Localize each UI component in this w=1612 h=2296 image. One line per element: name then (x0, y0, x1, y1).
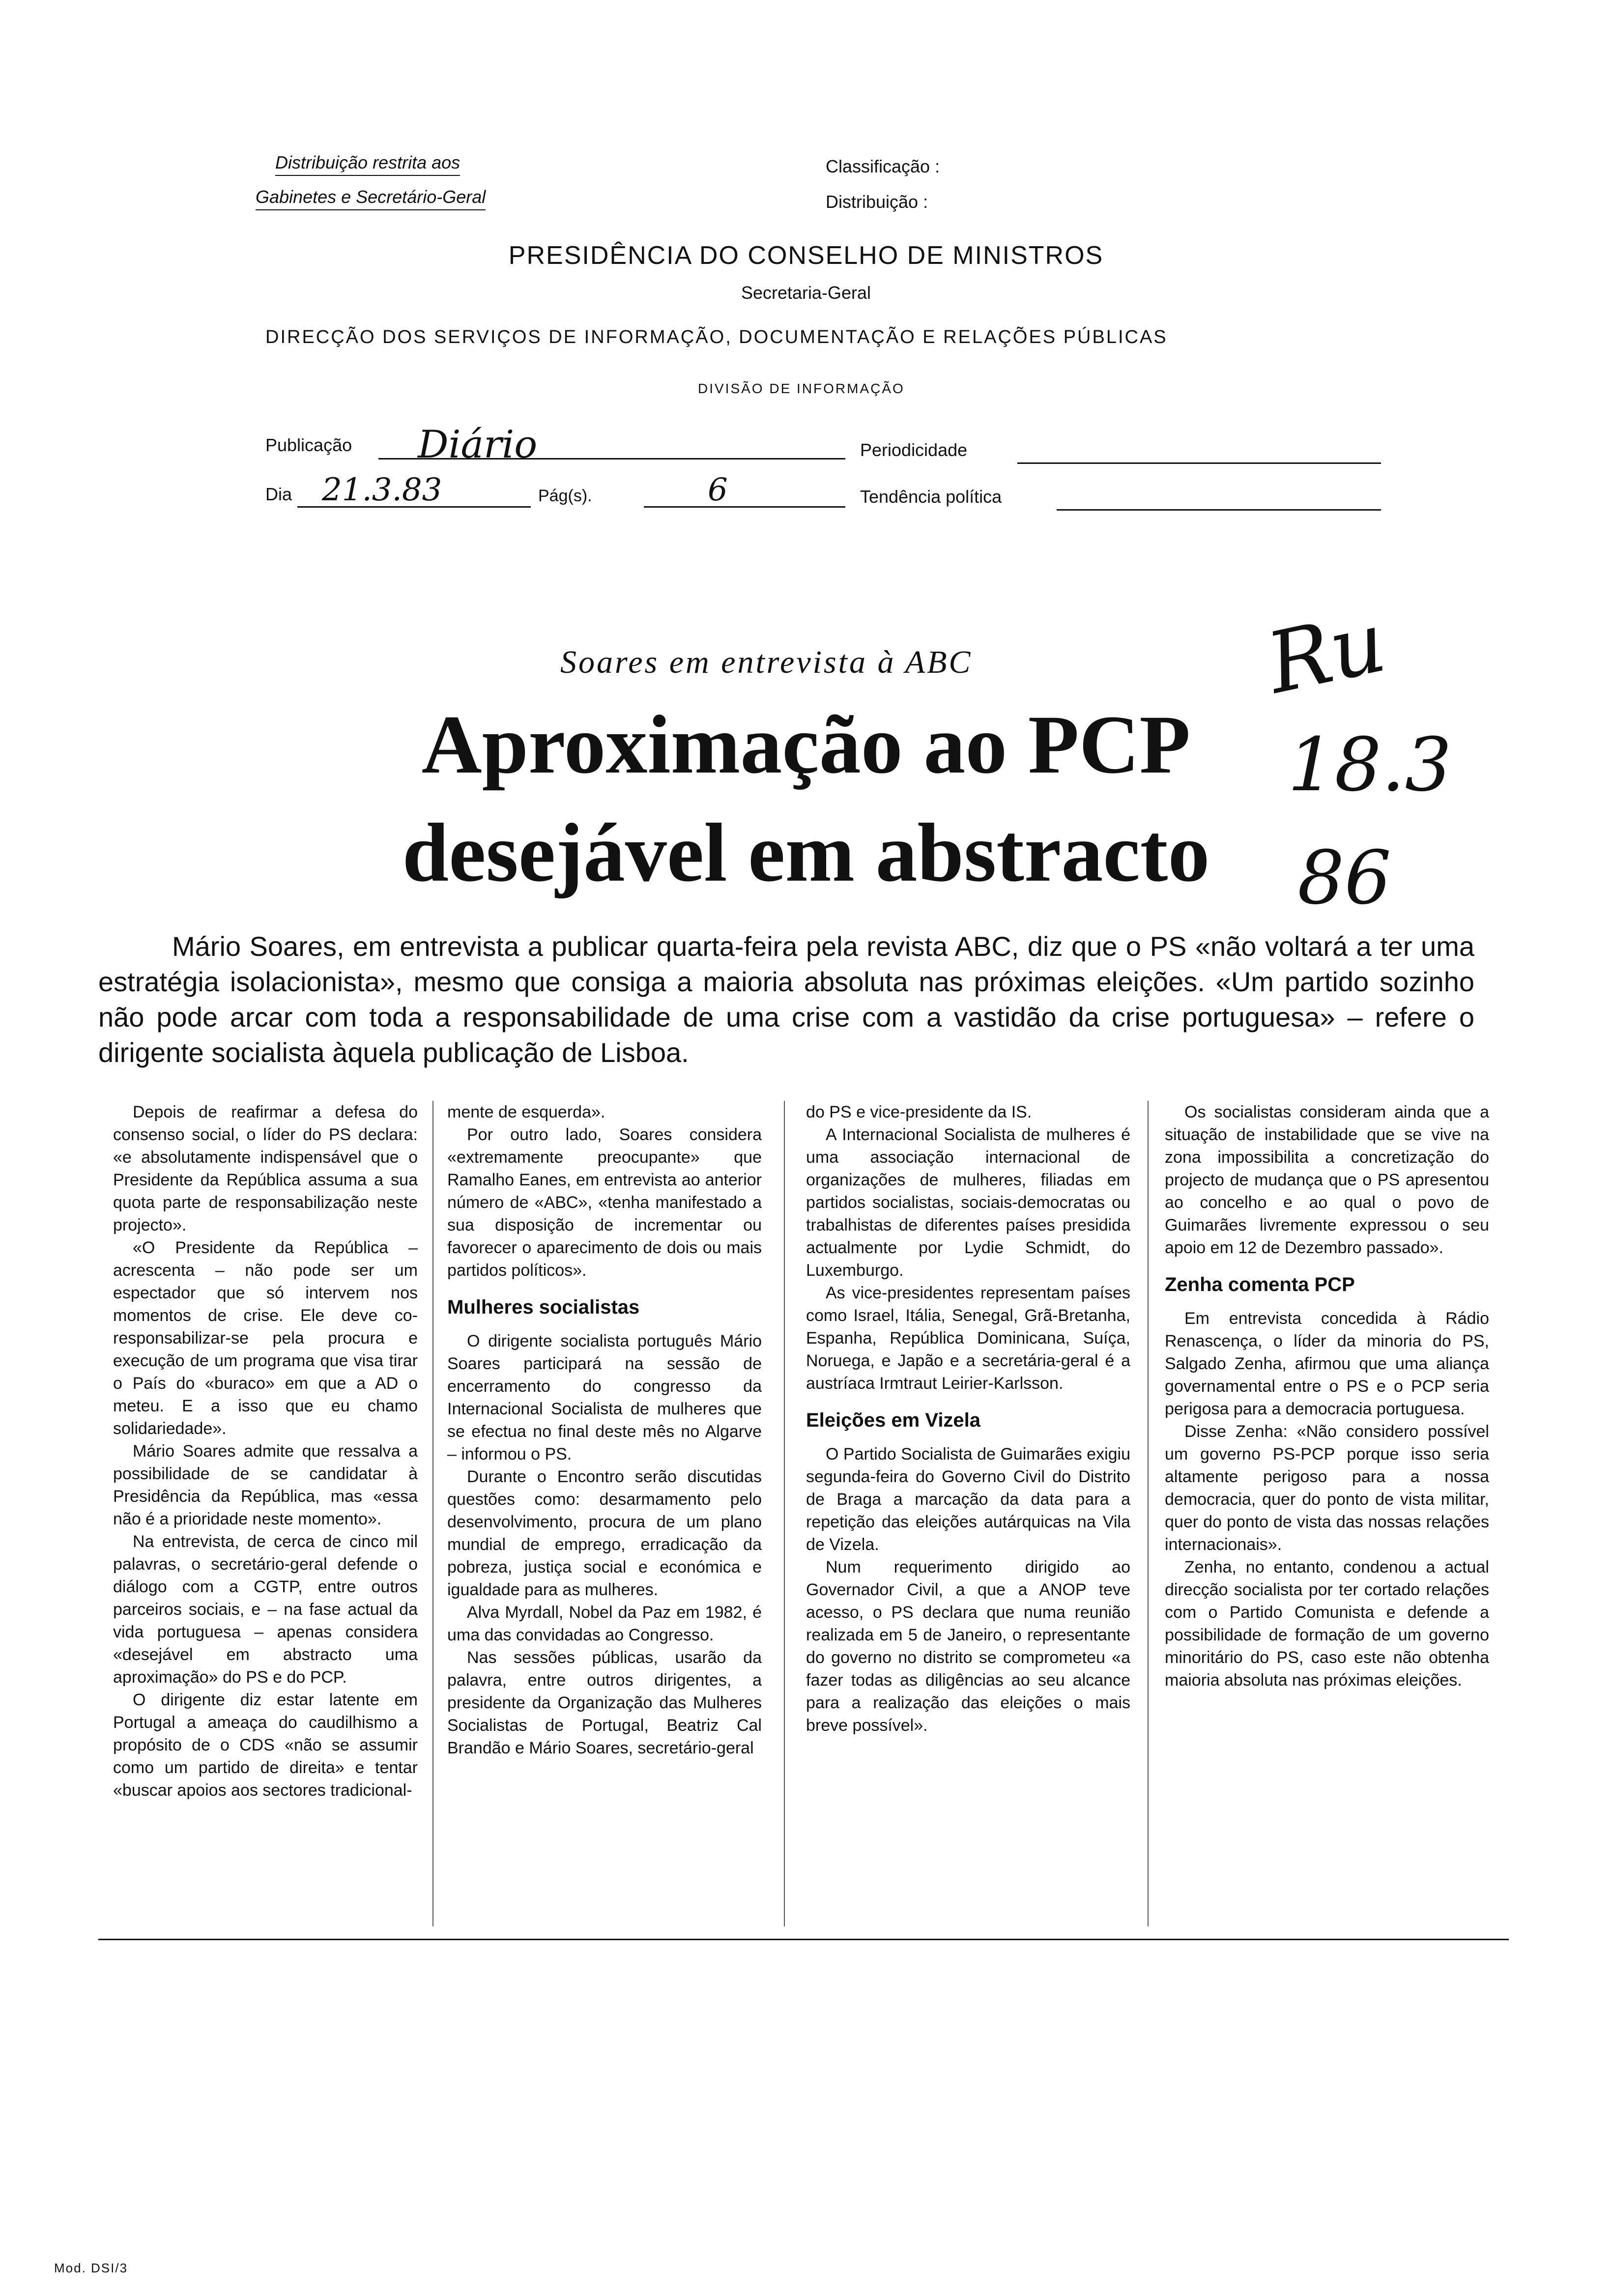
distribution-label: Distribuição : (826, 192, 928, 212)
handwritten-date-note: 18.3 (1288, 722, 1452, 808)
article-lead: Mário Soares, em entrevista a publicar quarta-feira pela revista ABC, diz que o PS «não voltará a ter uma estratégia isolacionista», mesmo que consiga a maioria absoluta nas próximas eleições. «Um partido sozinho não pode arcar com toda a responsabilidade de uma crise com a vastidão da crise portuguesa» – refere o dirigente socialista àquela publicação de Lisboa. (98, 931, 1474, 1068)
article-kicker: Soares em entrevista à ABC (560, 644, 973, 680)
col2-paragraph: mente de esquerda». (447, 1103, 605, 1121)
column-1 (113, 1101, 418, 1802)
division-title: DIVISÃO DE INFORMAÇÃO (698, 381, 905, 396)
col4-paragraph: Zenha, no entanto, condenou a actual direcção socialista por ter cortado relações com o Partido Comunista e defende a possibilidade de formação de um governo minoritário do PS, caso este não obtenha maioria absoluta nas próximas eleições. (1165, 1558, 1489, 1690)
col3-paragraph: O Partido Socialista de Guimarães exigiu segunda-feira do Governo Civil do Distrito de Braga a marcação da data para a repetição das eleições autárquicas na Vila de Vizela. (806, 1445, 1130, 1554)
pages-label: Pág(s). (538, 487, 592, 505)
col1-paragraph: O dirigente diz estar latente em Portugal a ameaça do caudilhismo a propósito de o CDS «não se assumir como um partido de direita» e tentar «buscar apoios aos sectores tradicional- (113, 1691, 418, 1800)
column-4 (1165, 1101, 1489, 1692)
column-divider (784, 1101, 785, 1926)
col1-paragraph: Na entrevista, de cerca de cinco mil palavras, o secretário-geral defende o diálogo com a CGTP, entre outros parceiros sociais, e – na fase actual da vida portuguesa – apenas considera «desejável em abstracto uma aproximação» do PS e do PCP. (113, 1532, 418, 1687)
handwritten-mark: Ru (1259, 593, 1394, 713)
subhead-mulheres: Mulheres socialistas (447, 1296, 640, 1318)
col3-paragraph: A Internacional Socialista de mulheres é uma associação internacional de organizações de mulheres, filiadas em partidos socialistas, sociais-democratas ou trabalhistas de diferentes países presidida actualmente por Lydie Schmidt, do Luxemburgo. (806, 1125, 1130, 1280)
subhead-vizela: Eleições em Vizela (806, 1409, 981, 1431)
form-model-code: Mod. DSI/3 (54, 2261, 128, 2275)
col4-paragraph: Disse Zenha: «Não considero possível um governo PS-PCP porque isso seria altamente perigoso para a nossa democracia, quer do ponto de vista militar, quer do ponto de vista das nossas relações internacionais». (1165, 1422, 1489, 1554)
column-2 (447, 1101, 762, 1759)
col1-paragraph: Mário Soares admite que ressalva a possibilidade de se candidatar à Presidência da República, mas «essa não é a prioridade neste momento». (113, 1442, 418, 1528)
classification-label: Classificação : (826, 156, 940, 176)
col2-paragraph: O dirigente socialista português Mário Soares participará na sessão de encerramento do congresso da Internacional Socialista de mulheres que se efectua no final deste mês no Algarve – informou o PS. (447, 1332, 762, 1464)
periodicity-field (1017, 445, 1381, 464)
tendency-field (1057, 491, 1381, 511)
directorate-title: DIRECÇÃO DOS SERVIÇOS DE INFORMAÇÃO, DOCUMENTAÇÃO E RELAÇÕES PÚBLICAS (265, 327, 1168, 347)
tendency-label: Tendência política (860, 487, 1002, 507)
column-divider (432, 1101, 433, 1926)
col1-paragraph: «O Presidente da República – acrescenta – não pode ser um espectador que só intervem nos momentos de crise. Ele deve co-responsabilizar-se pela procura e execução de um programa que visa tirar o País do «buraco» em que a AD o meteu. E a isso que eu chamo solidariedade». (113, 1238, 418, 1438)
col3-paragraph: do PS e vice-presidente da IS. (806, 1103, 1032, 1121)
publication-field (378, 423, 845, 467)
col2-paragraph: Nas sessões públicas, usarão da palavra, entre outros dirigentes, a presidente da Organização das Mulheres Socialistas de Portugal, Beatriz Cal Brandão e Mário Soares, secretário-geral (447, 1648, 762, 1757)
headline-line2: desejável em abstracto (402, 806, 1210, 899)
col2-paragraph: Durante o Encontro serão discutidas questões como: desarmamento pelo desenvolvimento, procura de um plano mundial de emprego, erradicação da pobreza, justiça social e económica e igualdade para as mulheres. (447, 1467, 762, 1599)
handwritten-year-note: 86 (1297, 835, 1391, 921)
col2-paragraph: Por outro lado, Soares considera «extremamente preocupante» que Ramalho Eanes, em entrevista ao anterior número de «ABC», «tenha manifestado a sua disposição de incrementar ou favorecer o aparecimento de dois ou mais partidos políticos». (447, 1125, 762, 1280)
secretariat-title: Secretaria-Geral (741, 283, 871, 303)
date-field (297, 472, 531, 508)
distribution-restricted-line: Distribuição restrita aos (275, 152, 460, 176)
pages-value: 6 (708, 472, 728, 508)
publication-label: Publicação (265, 435, 352, 455)
date-label: Dia (265, 484, 292, 504)
pages-field (644, 472, 845, 508)
col1-paragraph: Depois de reafirmar a defesa do consenso social, o líder do PS declara: «e absolutamente indispensável que o Presidente da República assuma a sua quota parte de responsabilização neste projecto». (113, 1103, 418, 1234)
date-value: 21.3.83 (322, 472, 442, 508)
column-divider (1148, 1101, 1149, 1926)
col4-paragraph: Os socialistas consideram ainda que a situação de instabilidade que se vive na zona impossibilita a concretização do projecto de mudança que o PS apresentou ao concelho e ao qual o povo de Guimarães livremente expressou o seu apoio em 12 de Dezembro passado». (1165, 1103, 1489, 1257)
headline-line1: Aproximação ao PCP (421, 698, 1191, 791)
ministry-title: PRESIDÊNCIA DO CONSELHO DE MINISTROS (508, 241, 1104, 270)
bottom-rule (98, 1939, 1509, 1940)
col4-paragraph: Em entrevista concedida à Rádio Renascença, o líder da minoria do PS, Salgado Zenha, afirmou que uma aliança governamental entre o PS e o PCP seria perigosa para a democracia portuguesa. (1165, 1309, 1489, 1418)
publication-value: Diário (418, 423, 538, 467)
cabinets-line: Gabinetes e Secretário-Geral (256, 187, 486, 210)
subhead-zenha: Zenha comenta PCP (1165, 1274, 1355, 1295)
col2-paragraph: Alva Myrdall, Nobel da Paz em 1982, é uma das convidadas ao Congresso. (447, 1603, 762, 1644)
column-3 (806, 1101, 1130, 1737)
periodicity-label: Periodicidade (860, 440, 968, 460)
col3-paragraph: Num requerimento dirigido ao Governador Civil, a que a ANOP teve acesso, o PS declara que numa reunião realizada em 5 de Janeiro, o representante do governo no distrito se comprometeu «a fazer todas as diligências ao seu alcance para a realização das eleições o mais breve possível». (806, 1558, 1130, 1735)
col3-paragraph: As vice-presidentes representam países como Israel, Itália, Senegal, Grã-Bretanha, Espanha, República Dominicana, Suíça, Noruega, e Japão e a secretária-geral é a austríaca Irmtraut Leirier-Karlsson. (806, 1284, 1130, 1393)
